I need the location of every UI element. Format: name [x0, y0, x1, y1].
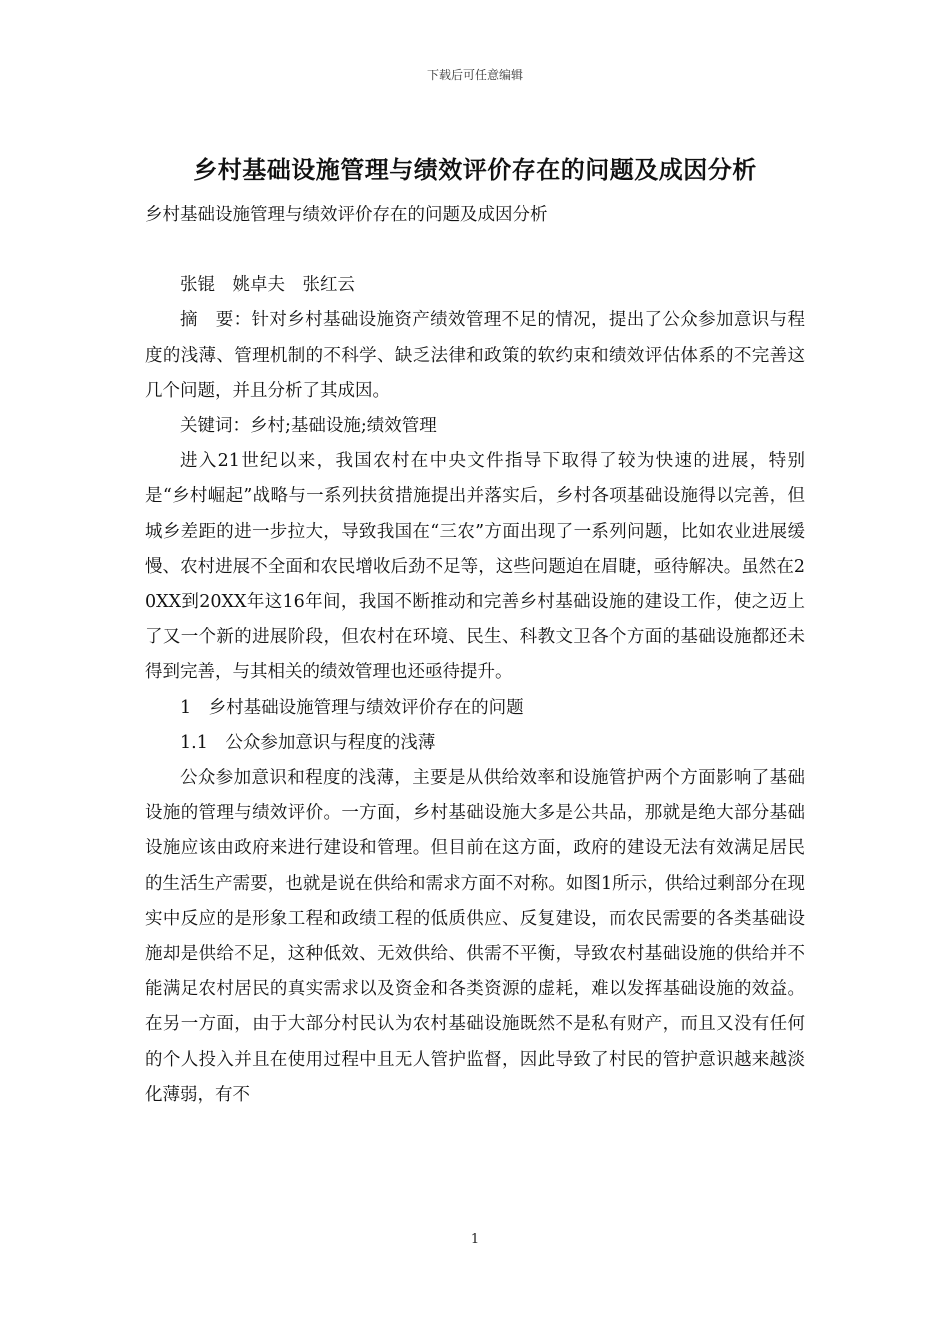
abstract-paragraph: 摘 要：针对乡村基础设施资产绩效管理不足的情况，提出了公众参加意识与程度的浅薄、管理机制的不科学、缺乏法律和政策的软约束和绩效评估体系的不完善这几个问题，并且分析了其成因。 — [145, 310, 805, 401]
author-line: 张锟 姚卓夫 张红云 — [180, 275, 355, 296]
blank-line — [145, 233, 805, 268]
document-body — [145, 198, 805, 1113]
section-1-heading: 1 乡村基础设施管理与绩效评价存在的问题 — [180, 697, 524, 718]
section-1-1-heading: 1.1 公众参加意识与程度的浅薄 — [180, 732, 436, 753]
section-1-1-paragraph: 公众参加意识和程度的浅薄，主要是从供给效率和设施管护两个方面影响了基础设施的管理与绩效评价。一方面，乡村基础设施大多是公共品，那就是绝大部分基础设施应该由政府来进行建设和管理。但目前在这方面，政府的建设无法有效满足居民的生活生产需要，也就是说在供给和需求方面不对称。如图1所示，供给过剩部分在现实中反应的是形象工程和政绩工程的低质供应、反复建设，而农民需要的各类基础设施却是供给不足，这种低效、无效供给、供需不平衡，导致农村基础设施的供给并不能满足农村居民的真实需求以及资金和各类资源的虚耗，难以发挥基础设施的效益。在另一方面，由于大部分村民认为农村基础设施既然不是私有财产，而且又没有任何的个人投入并且在使用过程中且无人管护监督，因此导致了村民的管护意识越来越淡化薄弱，有不 — [145, 768, 805, 1105]
page-header-note: 下载后可任意编辑 — [426, 68, 523, 82]
keywords-line: 关键词：乡村;基础设施;绩效管理 — [180, 416, 437, 437]
intro-paragraph: 进入21世纪以来，我国农村在中央文件指导下取得了较为快速的进展，特别是“乡村崛起”战略与一系列扶贫措施提出并落实后，乡村各项基础设施得以完善，但城乡差距的进一步拉大，导致我国在“三农”方面出现了一系列问题，比如农业进展缓慢、农村进展不全面和农民增收后劲不足等，这些问题迫在眉睫，亟待解决。虽然在20XX到20XX年这16年间，我国不断推动和完善乡村基础设施的建设工作，使之迈上了又一个新的进展阶段，但农村在环境、民生、科教文卫各个方面的基础设施都还未得到完善，与其相关的绩效管理也还亟待提升。 — [145, 451, 805, 683]
document-subtitle: 乡村基础设施管理与绩效评价存在的问题及成因分析 — [145, 205, 548, 225]
document-title: 乡村基础设施管理与绩效评价存在的问题及成因分析 — [193, 156, 757, 184]
page-number: 1 — [470, 1232, 480, 1247]
